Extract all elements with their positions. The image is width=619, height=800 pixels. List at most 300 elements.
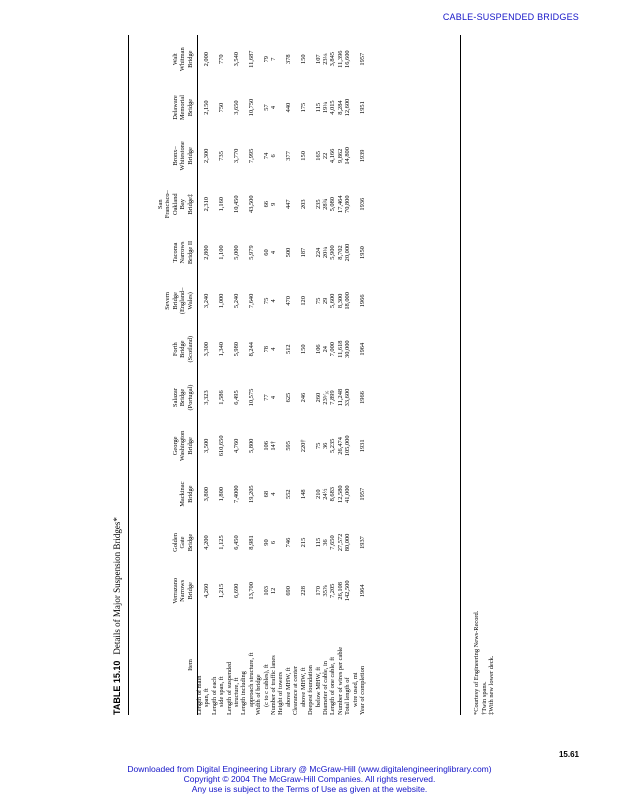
table-cell — [211, 35, 226, 83]
cell-spacer — [277, 278, 284, 324]
table-cell — [240, 132, 255, 180]
table-cell — [270, 373, 277, 421]
row-label-line: Length of each — [210, 676, 218, 715]
cell-value: 5,000 — [233, 245, 241, 260]
row-label — [359, 615, 366, 715]
table-cell — [292, 35, 307, 83]
table-cell — [196, 518, 211, 566]
table-cell — [307, 180, 322, 228]
cell-value: 246 — [299, 392, 307, 403]
footnote: ‡With new lower deck. — [488, 655, 496, 715]
cell-value: 7,4000 — [233, 485, 241, 503]
cell-value: 210 — [314, 489, 322, 499]
table-cell — [307, 228, 322, 276]
cell-value: 7,205 — [329, 583, 337, 599]
cell-value: 13,700 — [247, 582, 255, 600]
cell-value: 4,760 — [233, 438, 241, 454]
bridge-name-line: Bridge — [179, 388, 187, 407]
cell-spacer — [292, 229, 299, 275]
table-cell — [277, 325, 292, 373]
cell-spacer — [307, 133, 314, 179]
cell-value: 170 — [314, 586, 322, 596]
cell-value: 12 — [270, 587, 278, 595]
cell-spacer — [277, 181, 284, 227]
cell-value: 5,900 — [329, 245, 337, 260]
table-cell — [211, 228, 226, 276]
footnotes — [473, 611, 496, 715]
cell-value: 1,160 — [218, 197, 226, 212]
cell-value: 595 — [284, 441, 292, 451]
table-cell — [240, 277, 255, 325]
table-cell — [270, 35, 277, 83]
table-cell — [270, 180, 277, 228]
cell-value: 1964 — [358, 342, 366, 356]
cell-value: 1966 — [358, 391, 366, 404]
cell-value: 746 — [284, 537, 292, 548]
table-cell — [196, 325, 211, 373]
bridge-name-line: Bridge — [186, 147, 194, 165]
cell-value: 120 — [299, 296, 307, 306]
bridge-name-line: Bridge — [171, 292, 179, 310]
cell-spacer — [211, 181, 218, 227]
table-cell — [196, 422, 211, 470]
cell-value: 78 — [262, 346, 270, 353]
cell-spacer — [292, 326, 299, 372]
table-cell — [359, 83, 366, 131]
table-row — [255, 35, 270, 715]
cell-value: 105,000 — [344, 435, 352, 457]
cell-value: 2,000 — [203, 52, 211, 67]
bridge-name-line: Walt — [171, 53, 179, 66]
table-cell — [359, 180, 366, 228]
cell-value: 7,899 — [329, 390, 337, 405]
cell-spacer — [292, 374, 299, 420]
table-cell — [226, 373, 241, 421]
table-cell — [359, 518, 366, 566]
cell-value: 22 — [321, 152, 329, 160]
cell-spacer — [226, 374, 233, 420]
table-cell — [226, 180, 241, 228]
bridge-name-line: Washington — [179, 430, 187, 462]
cell-spacer — [196, 568, 203, 614]
cell-value: 10,575 — [247, 388, 255, 407]
cell-value: 1957 — [358, 487, 366, 501]
cell-spacer — [277, 423, 284, 469]
bridge-name-line: Verrazano — [171, 577, 179, 604]
cell-spacer — [240, 326, 247, 372]
cell-spacer — [196, 229, 203, 275]
cell-value: 7,995 — [247, 148, 255, 164]
table-cell — [277, 422, 292, 470]
row-label-line: Length including — [240, 671, 248, 715]
cell-value: 23⁵⁄₁₆ — [321, 390, 329, 405]
cell-value: 5,240 — [233, 293, 241, 309]
cell-spacer — [307, 519, 314, 565]
row-label-line: Year of completion — [358, 665, 366, 715]
cell-value: 4 — [270, 492, 278, 496]
cell-spacer — [307, 326, 314, 372]
table-cell — [255, 470, 270, 518]
row-label — [270, 615, 277, 715]
cell-value: 1966 — [358, 294, 366, 308]
bridge-name-line: Golden — [171, 533, 179, 552]
row-label-line: Length of main — [196, 675, 203, 715]
table-cell — [307, 325, 322, 373]
table-cell — [292, 422, 307, 470]
cell-value: 3,500 — [203, 438, 211, 454]
cell-value: 6 — [270, 540, 278, 545]
cell-value: 66 — [262, 201, 270, 208]
cell-value: 735 — [218, 151, 226, 161]
bridge-name-line: Whitestone — [179, 141, 187, 171]
table-cell — [226, 325, 241, 373]
bridge-name-line: Wales) — [186, 292, 194, 310]
table-cell — [322, 567, 359, 615]
cell-spacer — [255, 181, 262, 227]
cell-value: 36 — [321, 539, 329, 546]
row-label-line: Number of traffic lanes — [270, 655, 278, 715]
bridge-name-line: Francisco– — [164, 190, 172, 219]
cell-value: 175 — [299, 102, 307, 113]
cell-value: 90 — [262, 539, 270, 546]
table-cell — [196, 228, 211, 276]
cell-value: 5,600 — [329, 293, 337, 309]
footer-line: Downloaded from Digital Engineering Library @ McGraw-Hill (www.digitalengineeringlibrary.com) — [127, 764, 492, 774]
cell-value: 3,845 — [329, 52, 337, 67]
cell-spacer — [307, 471, 314, 517]
row-label — [292, 615, 307, 715]
table-cell — [240, 35, 255, 83]
bridge-name-line: Bridge — [186, 533, 194, 552]
table-cell — [240, 470, 255, 518]
cell-value: 142,500 — [344, 580, 352, 602]
bridge-name-line: Bridge II — [186, 240, 194, 265]
bridge-header — [134, 567, 196, 615]
cell-value: 14† — [270, 441, 278, 451]
table-row — [240, 35, 255, 715]
cell-value: 4 — [270, 299, 278, 303]
table-cell — [277, 373, 292, 421]
footnote: *Courtesy of Engineering News-Record. — [473, 610, 480, 715]
cell-value: 74 — [262, 152, 270, 160]
cell-value: 203 — [299, 199, 307, 210]
row-label-line: side span, ft — [218, 676, 226, 707]
cell-value: 30,000 — [344, 340, 352, 358]
cell-value: 377 — [284, 151, 292, 161]
table-cell — [255, 132, 270, 180]
table-cell — [322, 180, 359, 228]
table-cell — [270, 325, 277, 373]
cell-value: 1937 — [358, 536, 366, 549]
table-cell — [277, 567, 292, 615]
running-header: CABLE-SUSPENDED BRIDGES — [442, 12, 579, 22]
table-cell — [359, 567, 366, 615]
table-cell — [255, 325, 270, 373]
cell-spacer — [211, 36, 218, 82]
item-column-header: Item — [186, 659, 194, 671]
table-label: TABLE 15.10 — [112, 660, 122, 715]
cell-value: 26,108 — [336, 582, 344, 600]
table-cell — [359, 35, 366, 83]
table-cell — [240, 228, 255, 276]
bridge-name-line: Oakland — [171, 193, 179, 216]
table-cell — [196, 373, 211, 421]
table-cell — [240, 518, 255, 566]
row-label — [226, 615, 241, 715]
cell-spacer — [255, 568, 262, 614]
table-cell — [322, 422, 359, 470]
cell-value: 57 — [262, 104, 270, 111]
cell-value: 3,650 — [233, 100, 241, 115]
table-row — [359, 35, 366, 715]
cell-spacer — [211, 278, 218, 324]
footer-line: Any use is subject to the Terms of Use as given at the website. — [191, 784, 428, 794]
cell-value: 79 — [262, 56, 270, 63]
row-label-line: structure, ft — [233, 677, 241, 707]
table-cell — [270, 518, 277, 566]
table-cell — [359, 422, 366, 470]
row-label-line: Deepest foundation — [307, 665, 315, 715]
cell-spacer — [255, 423, 262, 469]
table-cell — [240, 325, 255, 373]
cell-spacer — [226, 326, 233, 372]
cell-spacer — [255, 519, 262, 565]
bridge-name-line: Bridge — [179, 340, 187, 358]
cell-value: 7,640 — [247, 293, 255, 309]
cell-spacer — [226, 471, 233, 517]
cell-value: 24 — [321, 346, 329, 353]
cell-value: 378 — [284, 54, 292, 64]
cell-value: 3,540 — [233, 52, 241, 67]
table-cell — [255, 180, 270, 228]
cell-value: 1,586 — [218, 390, 226, 405]
cell-value: 1939 — [358, 149, 366, 163]
cell-value: 12,580 — [336, 485, 344, 503]
cell-value: 35⅞ — [321, 585, 329, 597]
table-cell — [322, 35, 359, 83]
cell-spacer — [196, 278, 203, 324]
table-cell — [211, 180, 226, 228]
cell-spacer — [292, 471, 299, 517]
bridge-header — [134, 325, 196, 373]
table-cell — [322, 518, 359, 566]
cell-spacer — [255, 133, 262, 179]
cell-value: 610,650 — [218, 435, 226, 457]
bridge-name-line: (England– — [179, 287, 187, 315]
cell-value: 6,495 — [233, 390, 241, 405]
bridge-header — [134, 470, 196, 518]
cell-value: 7,650 — [329, 535, 337, 550]
cell-value: 552 — [284, 489, 292, 499]
cell-value: 4 — [270, 395, 278, 400]
bridge-header — [134, 132, 196, 180]
cell-value: 770 — [218, 54, 226, 64]
cell-spacer — [292, 568, 299, 614]
cell-value: 103 — [262, 586, 270, 596]
bridge-name-line: Bridge — [186, 485, 194, 503]
cell-value: 29 — [321, 297, 329, 305]
cell-spacer — [307, 229, 314, 275]
bridge-name-line: San — [156, 199, 164, 210]
cell-spacer — [307, 181, 314, 227]
table-row — [307, 35, 322, 715]
cell-spacer — [255, 374, 262, 420]
cell-value: 33,600 — [344, 388, 352, 407]
cell-spacer — [255, 326, 262, 372]
cell-spacer — [196, 181, 203, 227]
cell-spacer — [277, 133, 284, 179]
cell-spacer — [277, 568, 284, 614]
cell-value: 3,323 — [203, 390, 211, 405]
table-cell — [226, 422, 241, 470]
table-cell — [277, 83, 292, 131]
table-cell — [211, 373, 226, 421]
cell-value: 75 — [314, 442, 322, 450]
cell-spacer — [240, 568, 247, 614]
row-label-line: Length of suspended — [225, 661, 233, 715]
cell-value: 6,690 — [233, 583, 241, 599]
bridge-header — [134, 422, 196, 470]
cell-value: 11,248 — [336, 388, 344, 407]
table-cell — [322, 228, 359, 276]
cell-spacer — [277, 36, 284, 82]
table-cell — [322, 470, 359, 518]
row-label — [255, 615, 270, 715]
cell-spacer — [226, 229, 233, 275]
row-label-line: Width of bridge — [255, 674, 263, 715]
cell-value: 224 — [314, 247, 322, 258]
table-cell — [211, 83, 226, 131]
table-cell — [211, 567, 226, 615]
cell-value: 2,310 — [203, 197, 211, 212]
cell-spacer — [307, 374, 314, 420]
cell-spacer — [226, 36, 233, 82]
table-cell — [292, 228, 307, 276]
table-cell — [226, 277, 241, 325]
cell-value: 41,000 — [344, 485, 352, 503]
table-cell — [292, 83, 307, 131]
cell-value: 4 — [270, 347, 278, 351]
cell-value: 17,464 — [336, 195, 344, 213]
bridge-name-line: Severn — [164, 292, 172, 310]
cell-spacer — [211, 519, 218, 565]
table-cell — [292, 567, 307, 615]
table-row — [270, 35, 277, 715]
cell-value: 4,166 — [329, 148, 337, 164]
bridge-name-line: Bridge — [186, 582, 194, 600]
bridge-header — [134, 518, 196, 566]
bottom-rule — [460, 35, 461, 715]
cell-value: 1964 — [358, 584, 366, 598]
cell-value: 215 — [299, 537, 307, 548]
table-cell — [359, 132, 366, 180]
cell-spacer — [292, 519, 299, 565]
bridge-name-line: Tacoma — [171, 242, 179, 263]
table-cell — [307, 422, 322, 470]
cell-value: 16,600 — [344, 50, 352, 68]
cell-spacer — [292, 36, 299, 82]
table-cell — [322, 83, 359, 131]
bridge-name-line: Gate — [179, 536, 187, 549]
cell-spacer — [196, 423, 203, 469]
cell-spacer — [255, 84, 262, 130]
cell-spacer — [196, 374, 203, 420]
cell-value: 60 — [262, 249, 270, 256]
cell-value: 220† — [299, 439, 307, 453]
cell-value: 4 — [270, 105, 278, 110]
cell-spacer — [277, 84, 284, 130]
cell-value: 80,000 — [344, 533, 352, 552]
row-label-line: Number of wires per cable — [336, 646, 344, 715]
table-row — [196, 35, 211, 715]
bridge-name-line: Delaware — [171, 95, 179, 120]
table-cell — [270, 132, 277, 180]
cell-value: 1,125 — [218, 535, 226, 550]
cell-value: 8,702 — [336, 245, 344, 260]
cell-value: 3,240 — [203, 293, 211, 309]
cell-value: 12,600 — [344, 98, 352, 117]
cell-value: 4,200 — [203, 535, 211, 550]
table-cell — [270, 567, 277, 615]
table-cell — [255, 422, 270, 470]
cell-value: 115 — [314, 102, 322, 113]
cell-spacer — [196, 326, 203, 372]
table-cell — [226, 470, 241, 518]
cell-value: 1,340 — [218, 342, 226, 357]
bridge-name-line: Salazar — [171, 388, 179, 407]
table-cell — [226, 35, 241, 83]
cell-value: 447 — [284, 199, 292, 210]
bridge-name-line: Bronx– — [171, 146, 179, 166]
cell-value: 19¼ — [321, 101, 329, 114]
table-row — [277, 35, 292, 715]
cell-value: 26,474 — [336, 437, 344, 455]
table-cell — [270, 277, 277, 325]
table-cell — [292, 132, 307, 180]
table-cell — [322, 132, 359, 180]
row-label — [196, 615, 211, 715]
table-cell — [277, 35, 292, 83]
cell-spacer — [292, 423, 299, 469]
cell-value: 20,000 — [344, 243, 352, 262]
cell-value: 75 — [314, 297, 322, 305]
cell-value: 43,500 — [247, 195, 255, 213]
table-cell — [211, 132, 226, 180]
row-label-line: below MHW, ft — [314, 666, 322, 707]
table-cell — [255, 228, 270, 276]
row-label-line: Length of one cable, ft — [329, 656, 337, 715]
cell-value: 27,572 — [336, 533, 344, 552]
cell-value: 11,396 — [336, 50, 344, 68]
cell-value: 150 — [299, 54, 307, 64]
table-cell — [211, 325, 226, 373]
cell-spacer — [196, 133, 203, 179]
cell-value: 10,750 — [247, 98, 255, 117]
table-row — [322, 35, 359, 715]
cell-value: 165 — [314, 151, 322, 161]
cell-value: 5,800 — [247, 438, 255, 454]
cell-value: 228 — [299, 586, 307, 596]
cell-value: 150 — [299, 151, 307, 161]
cell-value: 106 — [314, 344, 322, 354]
cell-value: 1936 — [358, 197, 366, 211]
cell-value: 5,979 — [247, 245, 255, 260]
header-row — [134, 35, 196, 715]
cell-value: 1951 — [358, 101, 366, 114]
table-cell — [277, 470, 292, 518]
footer — [0, 764, 619, 794]
cell-value: 440 — [284, 102, 292, 113]
